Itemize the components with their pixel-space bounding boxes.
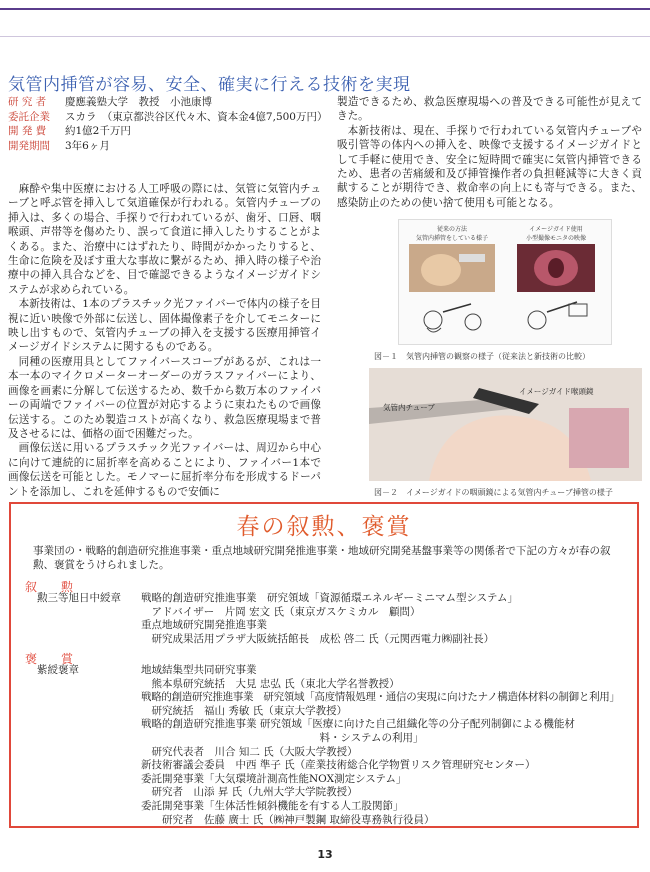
meta-company: 委託企業 スカラ （東京都渋谷区代々木、資本金4億7,500万円） — [8, 110, 328, 123]
figure-1-conventional: 従来の方法 気管内挿管をしている様子 — [403, 224, 501, 338]
figure-1-caption: 図－１ 気管内挿管の観察の様子（従来法と新技術の比較） — [374, 352, 590, 361]
award-box — [9, 502, 639, 828]
list-item: 勲三等旭日中綬章 戦略的創造研究推進事業 研究領域「資源循環エネルギーミニマム型システム」 — [37, 592, 518, 604]
paragraph: 同種の医療用具としてファイバースコープがあるが、これは一本一本のマイクロメーターオーダーのガラスファイバーにより、画像を画素に分解して伝送するため、数千から数万本のファイバーの両端でファイバーの位置が対応するように束ねたもので画像伝送する。このため製造コストが高くなり、救急医療現場まで普及させるには、価格の面で困難だった。 — [8, 355, 321, 440]
figure-2 — [369, 368, 642, 481]
article-meta — [8, 95, 328, 153]
laryngoscope-photo — [369, 368, 642, 481]
section-hosho: 褒 賞 — [25, 652, 80, 666]
meta-researcher: 研 究 者 慶應義塾大学 教授 小池康博 — [8, 96, 212, 108]
conventional-photo — [403, 242, 501, 338]
list-item: アドバイザー 片岡 宏文 氏（東京ガスケミカル 顧問） — [141, 605, 421, 618]
section-jokun: 叙 勲 — [25, 580, 80, 594]
list-item: 新技術審議会委員 中西 準子 氏（産業技術総合化学物質リスク管理研究センター） — [141, 759, 536, 772]
jokun-list — [37, 592, 627, 646]
paragraph: 画像伝送に用いるプラスチック光ファイバーは、周辺から中心に向けて連続的に屈折率を高めることにより、ファイバー1本で画像伝送を可能とした。モノマーに屈折率分布を形成するドーパントを添加し、これを延伸するもので安価に — [8, 442, 321, 498]
article-title: 気管内挿管が容易、安全、確実に行える技術を実現 — [8, 75, 411, 95]
list-item: 委託開発事業「大気環境計測高性能NOX測定システム」 — [141, 772, 407, 785]
list-item: 戦略的創造研究推進事業 研究領域「高度情報処理・通信の実現に向けたナノ構造体材料の制御と利用」 — [141, 691, 620, 704]
header-rule — [0, 36, 650, 37]
list-item: 研究統括 福山 秀敏 氏（東京大学教授） — [141, 704, 348, 717]
paragraph: 麻酔や集中医療における人工呼吸の際には、気管に気管内チューブと呼ぶ管を挿入して気道確保が行われる。気管内チューブの挿入は、多くの場合、手探りで行われているが、歯牙、口唇、咽喉頭、声帯等を傷めたり、誤って食道に挿入したりすることがよくある。また、治療中にはずれたり、時間がかかったりすると、生命に危険を及ぼす重大な事故に繋がるため、挿入時の様子や治療中の挿入具合などを、目で確認できるようなイメージガイドシステムが求められている。 — [8, 183, 321, 296]
figure-2-caption: 図－２ イメージガイドの咽頭鏡による気管内チューブ挿管の様子 — [374, 488, 613, 497]
list-item: 研究代表者 川合 知二 氏（大阪大学教授） — [141, 745, 358, 758]
top-rule — [0, 8, 650, 10]
imageguide-photo — [507, 242, 605, 338]
paragraph: 本新技術は、1本のプラスチック光ファイバーで体内の様子を目視に近い映像で外部に伝送し、固体撮像素子を介してモニターに映し出すもので、気管内チューブの挿入を支援する医療用挿管イメージガイドシステムに関するものである。 — [8, 298, 321, 354]
list-item: 重点地域研究開発推進事業 — [141, 619, 267, 632]
award-intro: 事業団の・戦略的創造研究推進事業・重点地域研究開発推進事業・地域研究開発基盤事業等の関係者で下記の方々が春の叙勲、褒賞をうけられました。 — [33, 545, 611, 571]
figure-1 — [398, 219, 612, 345]
list-item: 研究者 山添 昇 氏（九州大学大学院教授） — [141, 786, 358, 799]
meta-cost: 開 発 費 約1億2千万円 — [8, 125, 131, 137]
paragraph: 製造できるため、救急医療現場への普及できる可能性が見えてきた。 — [337, 96, 642, 123]
award-title: 春の叙勲、褒賞 — [236, 514, 412, 540]
meta-period: 開発期間 3年6ヶ月 — [8, 139, 110, 152]
list-item: 委託開発事業「生体活性傾斜機能を有する人工股関節」 — [141, 799, 404, 812]
hosho-list — [37, 664, 627, 827]
figure-1-imageguide: イメージガイド使用 小型撮像モニタの映像 — [507, 224, 605, 338]
list-item: 研究者 佐藤 廣士 氏（㈱神戸製鋼 取締役専務執行役員） — [141, 813, 435, 826]
list-item: 研究成果活用プラザ大阪統括館長 成松 啓二 氏（元関西電力㈱副社長） — [141, 632, 495, 645]
label-guide: イメージガイド喉頭鏡 — [519, 387, 594, 396]
list-item: 料・システムの利用」 — [141, 731, 424, 744]
body-left-column — [8, 182, 321, 499]
paragraph: 本新技術は、現在、手探りで行われている気管内チューブや吸引管等の体内への挿入を、映像で支援するイメージガイドとして手軽に使用でき、安全に短時間で確実に気管内挿管できるため、患者の苦痛緩和及び挿管操作者の負担軽減等に大きく貢献することが期待でき、救命率の向上にも寄与できる。また、感染防止のための使い捨て使用も可能となる。 — [337, 124, 642, 209]
list-item: 戦略的創造研究推進事業 研究領域「医療に向けた自己組織化等の分子配列制御による機能材 — [141, 718, 575, 731]
label-tube: 気管内チューブ — [383, 403, 435, 412]
body-right-column — [337, 95, 642, 210]
list-item: 熊本県研究統括 大見 忠弘 氏（東北大学名誉教授） — [141, 677, 400, 690]
page-number: 13 — [317, 848, 333, 861]
list-item: 紫綬褒章 地域結集型共同研究事業 — [37, 664, 257, 676]
